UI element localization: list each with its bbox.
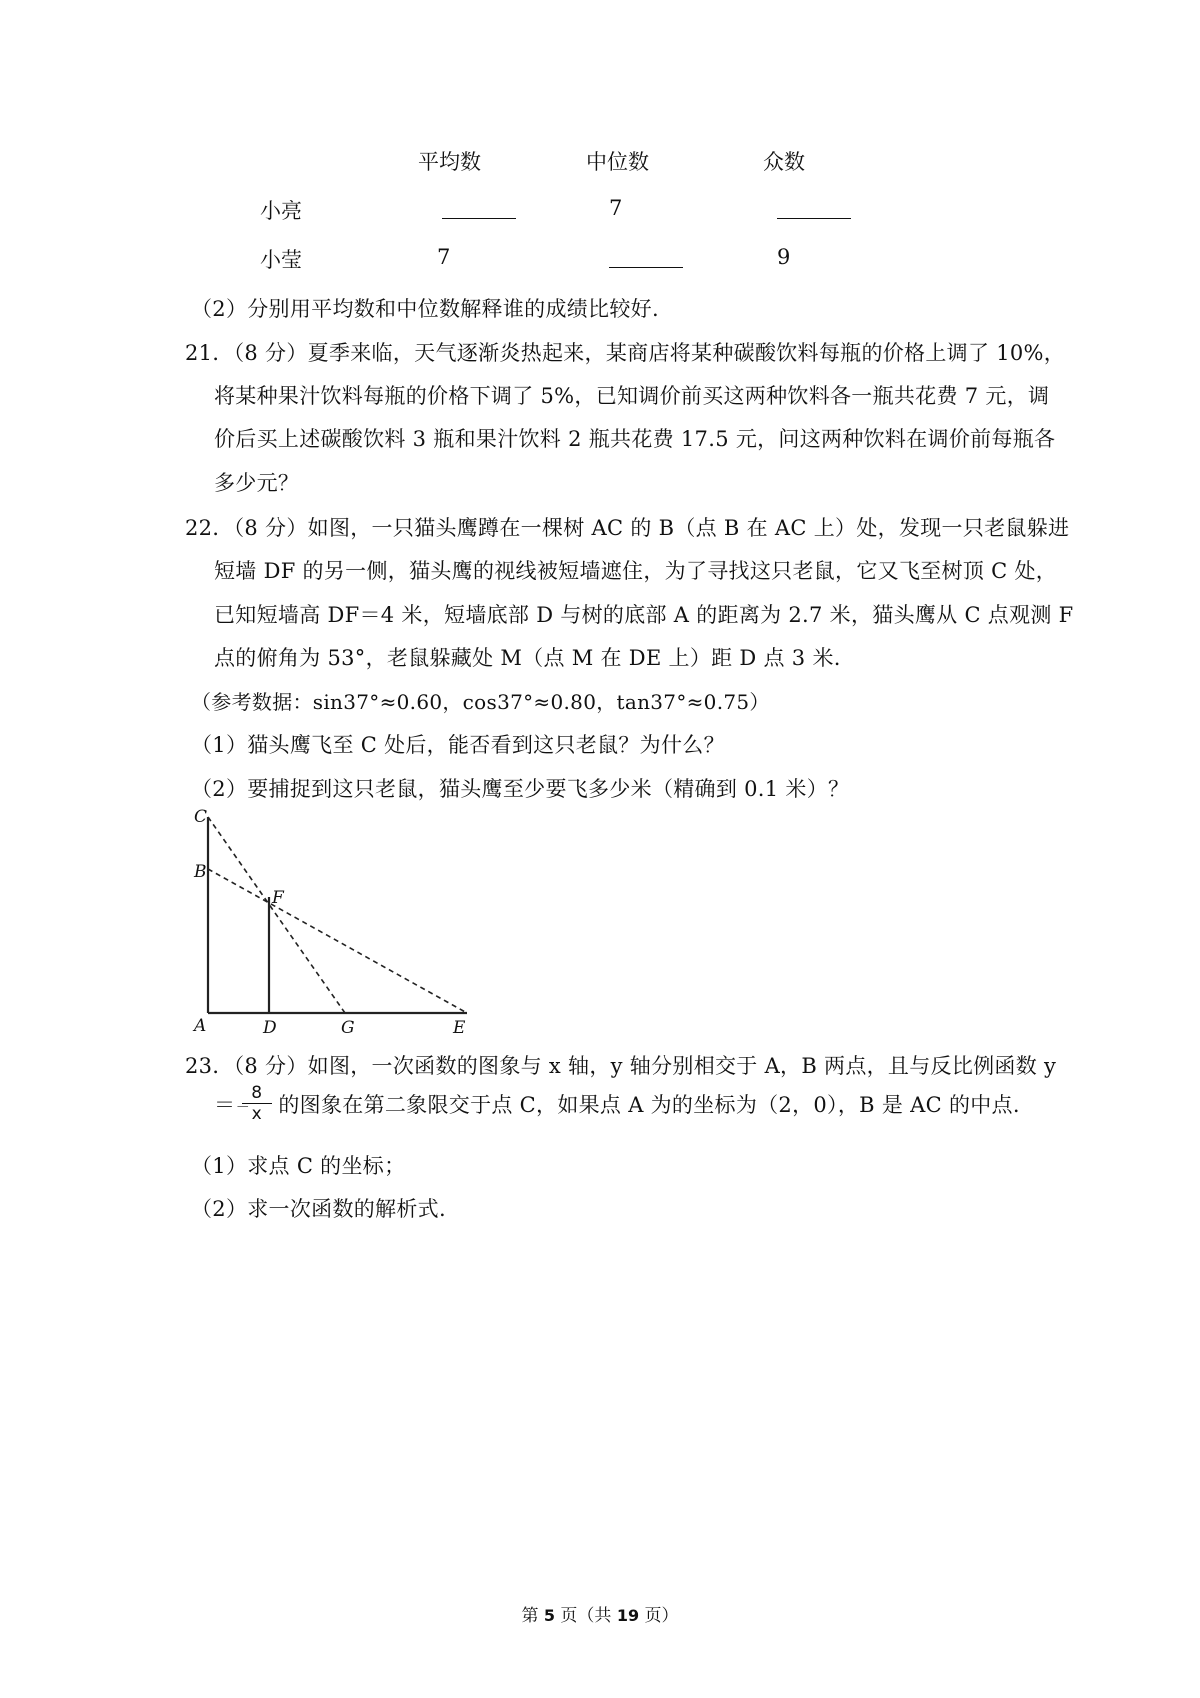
label-e: E bbox=[453, 1018, 466, 1038]
blank-mean-xiaoliang bbox=[442, 200, 516, 223]
mean-xiaoying: 7 bbox=[437, 245, 451, 269]
q22-line1: 22．（8 分）如图，一只猫头鹰蹲在一棵树 AC 的 B（点 B 在 AC 上）处，发现一只老鼠躲进 bbox=[185, 516, 1070, 540]
row-name-xiaoying: 小莹 bbox=[260, 248, 302, 272]
sight-line-cg bbox=[208, 817, 345, 1013]
fraction-denominator: x bbox=[251, 1104, 262, 1124]
footer-page-number: 5 bbox=[543, 1606, 556, 1625]
blank-median-xiaoying bbox=[609, 249, 683, 272]
footer-suffix: 页） bbox=[639, 1606, 679, 1626]
label-g: G bbox=[341, 1018, 355, 1038]
fraction-numerator: 8 bbox=[242, 1084, 272, 1104]
q23-fraction bbox=[235, 1083, 272, 1124]
label-a: A bbox=[194, 1016, 207, 1036]
footer-total-pages: 19 bbox=[616, 1606, 640, 1625]
q23-equals: ＝ bbox=[214, 1093, 235, 1117]
q21-line4: 多少元？ bbox=[214, 471, 300, 495]
fraction-sign: － bbox=[235, 1100, 250, 1116]
q23-line1: 23．（8 分）如图，一次函数的图象与 x 轴，y 轴分别相交于 A，B 两点，且与反比例函数 y bbox=[185, 1054, 1057, 1078]
row-name-xiaoliang: 小亮 bbox=[260, 199, 302, 223]
q22-reference-data: （参考数据：sin37°≈0.60，cos37°≈0.80，tan37°≈0.75） bbox=[191, 690, 770, 714]
header-mode: 众数 bbox=[763, 150, 805, 174]
q22-part2: （2）要捕捉到这只老鼠，猫头鹰至少要飞多少米（精确到 0.1 米）？ bbox=[191, 777, 850, 801]
q22-line4: 点的俯角为 53°，老鼠躲藏处 M（点 M 在 DE 上）距 D 点 3 米. bbox=[214, 646, 841, 670]
label-c: C bbox=[194, 807, 208, 827]
q23-part1: （1）求点 C 的坐标； bbox=[191, 1154, 406, 1178]
q23-part2: （2）求一次函数的解析式. bbox=[191, 1197, 446, 1221]
q22-line3: 已知短墙高 DF＝4 米，短墙底部 D 与树的底部 A 的距离为 2.7 米，猫头鹰从 C 点观测 F bbox=[214, 603, 1074, 627]
mode-xiaoying: 9 bbox=[777, 245, 791, 269]
q21-line2: 将某种果汁饮料每瓶的价格下调了 5%，已知调价前买这两种饮料各一瓶共花费 7 元，调 bbox=[214, 384, 1050, 408]
label-b: B bbox=[194, 862, 207, 882]
q21-line3: 价后买上述碳酸饮料 3 瓶和果汁饮料 2 瓶共花费 17.5 元，问这两种饮料在调价前每瓶各 bbox=[214, 427, 1056, 451]
q23-line2 bbox=[214, 1084, 1020, 1124]
sight-line-be bbox=[208, 869, 467, 1013]
header-mean: 平均数 bbox=[418, 150, 481, 174]
blank-mode-xiaoliang bbox=[777, 200, 851, 223]
header-median: 中位数 bbox=[586, 150, 649, 174]
q23-line2-text: 的图象在第二象限交于点 C，如果点 A 为的坐标为（2，0），B 是 AC 的中点. bbox=[278, 1093, 1020, 1117]
label-f: F bbox=[272, 888, 284, 908]
page-footer bbox=[0, 1601, 1200, 1626]
q22-line2: 短墙 DF 的另一侧，猫头鹰的视线被短墙遮住，为了寻找这只老鼠，它又飞至树顶 C 处， bbox=[214, 559, 1058, 583]
median-xiaoliang: 7 bbox=[609, 196, 623, 220]
footer-prefix: 第 bbox=[521, 1606, 544, 1626]
footer-middle: 页（共 bbox=[555, 1606, 617, 1626]
q21-line1: 21．（8 分）夏季来临，天气逐渐炎热起来，某商店将某种碳酸饮料每瓶的价格上调了 10%， bbox=[185, 341, 1066, 365]
label-d: D bbox=[263, 1018, 277, 1038]
q22-part1: （1）猫头鹰飞至 C 处后，能否看到这只老鼠？为什么？ bbox=[191, 733, 725, 757]
owl-mouse-figure bbox=[185, 805, 485, 1040]
q20-part2: （2）分别用平均数和中位数解释谁的成绩比较好. bbox=[191, 297, 659, 321]
